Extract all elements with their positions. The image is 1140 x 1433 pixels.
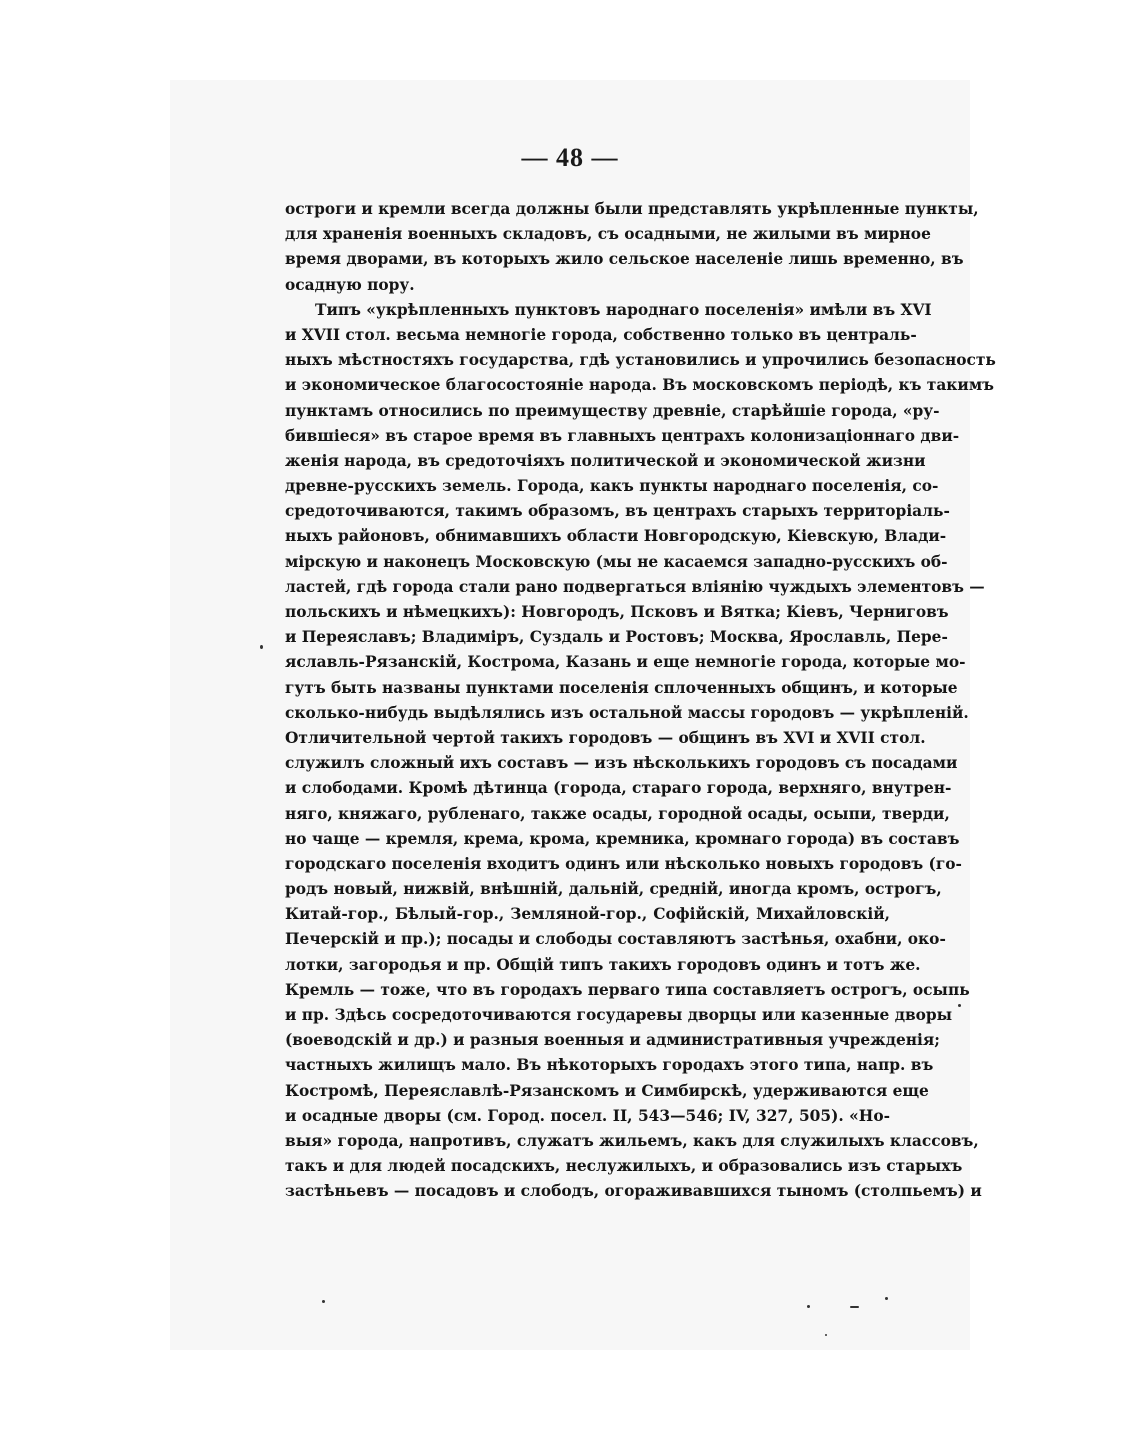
text-line: и пр. Здѣсь сосредоточиваются государевы дворцы или казенные дворы [285,1006,953,1024]
text-line: остроги и кремли всегда должны были представлять укрѣпленные пункты, [285,200,979,218]
text-line: Отличительной чертой такихъ городовъ — общинъ въ XVI и XVII стол. [285,728,926,747]
text-line: мірскую и наконецъ Московскую (мы не касаемся западно-русскихъ об- [285,552,948,571]
text-line: застѣньевъ — посадовъ и слободъ, огораживавшихся тыномъ (столпьемъ) и [285,1182,982,1201]
text-line: Костромѣ, Переяславлѣ-Рязанскомъ и Симбирскѣ, удерживаются еще [285,1081,929,1100]
text-line: время дворами, въ которыхъ жило сельское населеніе лишь временно, въ [285,250,964,269]
text-line: женія народа, въ средоточіяхъ политической и экономической жизни [285,451,926,470]
scan-speck [260,645,263,649]
text-line: Типъ «укрѣпленныхъ пунктовъ народнаго поселенія» имѣли въ XVI [315,300,932,319]
scan-speck [958,1004,961,1007]
text-line: служилъ сложный ихъ составъ — изъ нѣсколькихъ городовъ съ посадами [285,754,958,773]
text-line: яславль-Рязанскій, Кострома, Казань и еще немногіе города, которые мо- [285,653,966,672]
text-line: Китай-гор., Бѣлый-гор., Земляной-гор., Софійскій, Михайловскій, [285,905,890,924]
text-line: осадную пору. [285,275,415,294]
text-line: и осадные дворы (см. Город. посел. II, 543—546; IV, 327, 505). «Но- [285,1106,890,1125]
text-line: родъ новый, нижвій, внѣшній, дальній, средній, иногда кромъ, острогъ, [285,880,942,899]
text-line: бившіеся» въ старое время въ главныхъ центрахъ колонизаціоннаго дви- [285,426,960,445]
text-line: древне-русскихъ земель. Города, какъ пункты народнаго поселенія, со- [285,477,939,496]
text-line: частныхъ жилищъ мало. Въ нѣкоторыхъ городахъ этого типа, напр. въ [285,1056,934,1075]
paragraph [285,197,979,298]
text-line: ластей, гдѣ города стали рано подвергаться вліянію чуждыхъ элементовъ — [285,577,985,596]
text-line: и Переяславъ; Владиміръ, Суздаль и Ростовъ; Москва, Ярославль, Пере- [285,628,948,647]
text-line: но чаще — кремля, крема, крома, кремника, кромнаго города) въ составъ [285,829,960,848]
text-line: ныхъ районовъ, обнимавшихъ области Новгородскую, Кіевскую, Влади- [285,527,947,546]
page-number: — 48 — [521,143,619,172]
text-line: лотки, загородья и пр. Общій типъ такихъ городовъ одинъ и тотъ же. [285,955,921,974]
text-line: няго, княжаго, рубленаго, также осады, городной осады, осыпи, тверди, [285,804,950,823]
text-line: средоточиваются, такимъ образомъ, въ центрахъ старыхъ территоріаль- [285,502,950,521]
scan-speck [825,1334,827,1336]
text-line: пунктамъ относились по преимуществу древніе, старѣйшіе города, «ру- [285,401,940,420]
text-line: польскихъ и нѣмецкихъ): Новгородъ, Псковъ и Вятка; Кіевъ, Черниговъ [285,603,949,621]
text-line: для храненія военныхъ складовъ, съ осадными, не жилыми въ мирное [285,225,931,244]
text-line: сколько-нибудь выдѣлялись изъ остальной массы городовъ — укрѣпленій. [285,703,969,722]
scan-speck [807,1305,810,1308]
text-line: городскаго поселенія входитъ одинъ или нѣсколько новыхъ городовъ (го- [285,854,962,873]
text-line: (воеводскій и др.) и разныя военныя и административныя учрежденія; [285,1031,940,1050]
body-text [285,197,996,1205]
text-line: такъ и для людей посадскихъ, неслужилыхъ, и образовались изъ старыхъ [285,1157,963,1176]
scan-speck [322,1300,325,1303]
paragraph [285,298,996,1205]
text-line: и экономическое благосостояніе народа. Въ московскомъ періодѣ, къ такимъ [285,376,994,395]
text-line: ныхъ мѣстностяхъ государства, гдѣ установились и упрочились безопасность [285,351,996,370]
text-line: Печерскій и пр.); посады и слободы составляютъ застѣнья, охабни, око- [285,930,946,949]
scan-speck [850,1306,859,1308]
text-line: гутъ быть названы пунктами поселенія сплоченныхъ общинъ, и которые [285,678,958,697]
scan-speck [885,1297,888,1300]
text-line: выя» города, напротивъ, служатъ жильемъ, какъ для служилыхъ классовъ, [285,1131,979,1150]
text-line: и слободами. Кромѣ дѣтинца (города, стараго города, верхняго, внутрен- [285,779,952,798]
text-line: и XVII стол. весьма немногіе города, собственно только въ централь- [285,325,917,344]
text-line: Кремль — тоже, что въ городахъ перваго типа составляетъ острогъ, осыпь [285,980,970,999]
